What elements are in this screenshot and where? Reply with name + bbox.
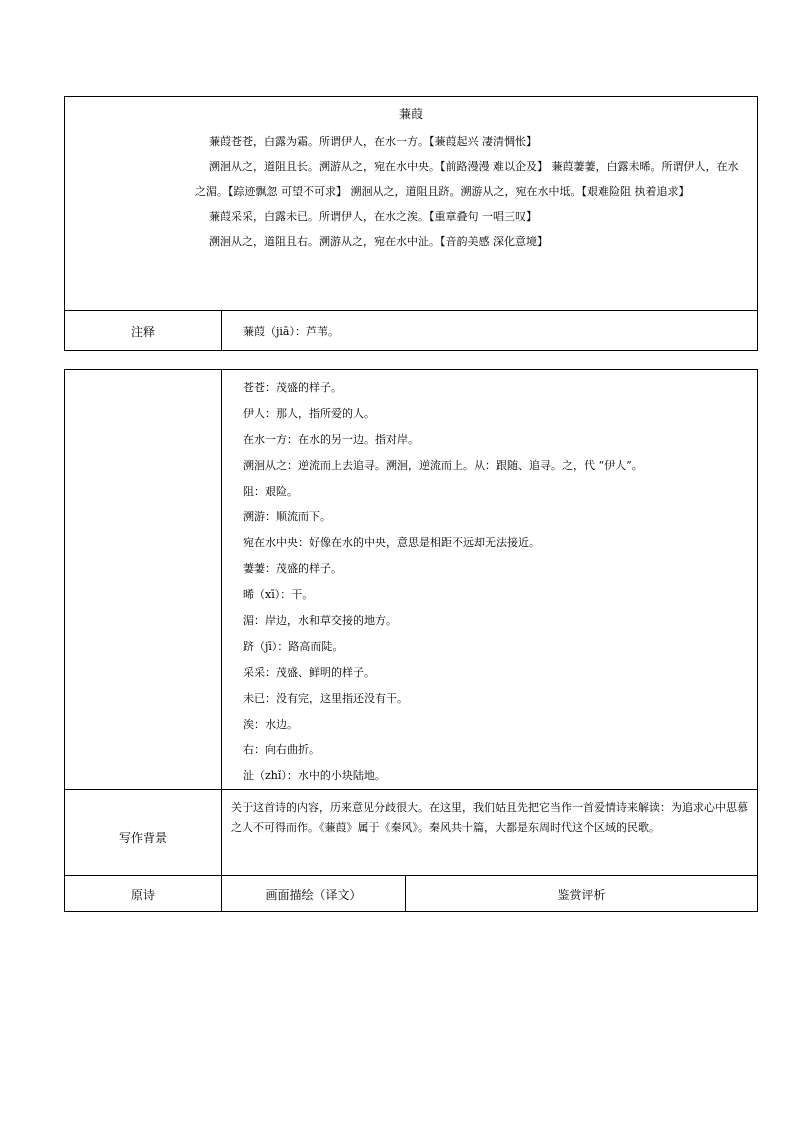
row-divider (65, 789, 757, 790)
annotation-item: 伊人：那人，指所爱的人。 (243, 406, 375, 420)
annotation-item: 未已：没有完，这里指还没有干。 (243, 691, 408, 705)
column-divider (221, 370, 222, 911)
annotation-item: 湄：岸边，水和草交接的地方。 (243, 614, 397, 628)
column-divider (221, 310, 222, 350)
background-text: 关于这首诗的内容，历来意见分歧很大。在这里，我们姑且先把它当作一首爱情诗来解读：为追求心中思慕之人不可得而作。《蒹葭》属于《秦风》。秦风共十篇，大都是东周时代这个区域的民歌。 (231, 801, 748, 834)
annotation-item: 沚（zhǐ）：水中的小块陆地。 (243, 769, 386, 783)
annotation-item: 跻（jī）：路高而陡。 (243, 639, 344, 653)
annotation-item: 晞（xī）：干。 (243, 588, 314, 602)
annotation-item: 溯洄从之：逆流而上去追寻。溯洄，逆流而上。从：跟随、追寻。之，代 “伊人”。 (243, 458, 643, 472)
poem-stanza: 溯洄从之，道阻且长。溯游从之，宛在水中央。【前路漫漫 难以企及】 蒹葭萋萋，白露未晞。所谓伊人，在水之湄。【踪迹飘忽 可望不可求】 溯洄从之，道阻且跻。溯游从之，宛在水中坻。【艰难险阻 执着追求】 (195, 160, 739, 198)
poem-stanza: 溯洄从之，道阻且右。溯游从之，宛在水中沚。【音韵美感 深化意境】 (209, 235, 548, 248)
annotation-item: 在水一方：在水的另一边。指对岸。 (243, 432, 419, 446)
annotation-item: 采采：茂盛、鲜明的样子。 (243, 665, 375, 679)
annotation-list (243, 380, 643, 794)
annotation-first-note: 蒹葭（jiā）：芦苇。 (243, 325, 339, 338)
poem-table (64, 96, 758, 351)
annotation-item: 萋萋：茂盛的样子。 (243, 562, 342, 576)
annotation-item: 右：向右曲折。 (243, 743, 320, 757)
column-header-description: 画面描绘（译文） (265, 888, 362, 902)
poem-title: 蒹葭 (398, 107, 423, 121)
row-divider (65, 875, 757, 876)
annotation-item: 苍苍：茂盛的样子。 (243, 381, 342, 394)
poem-body (195, 129, 743, 254)
annotation-item: 涘：水边。 (243, 717, 298, 731)
poem-stanza: 蒹葭采采，白露未已。所谓伊人，在水之涘。【重章叠句 一唱三叹】 (209, 210, 537, 223)
annotation-item: 宛在水中央：好像在水的中央，意思是相距不远却无法接近。 (243, 536, 540, 550)
column-header-appreciation: 鉴赏评析 (557, 888, 606, 902)
background-label: 写作背景 (118, 831, 167, 845)
row-divider (65, 310, 757, 311)
annotation-table (64, 369, 758, 912)
poem-stanza: 蒹葭苍苍，白露为霜。所谓伊人，在水一方。【蒹葭起兴 凄清惆怅】 (209, 135, 537, 148)
annotation-label: 注释 (130, 325, 155, 339)
column-header-original: 原诗 (130, 888, 155, 902)
annotation-item: 阻：艰险。 (243, 484, 298, 498)
annotation-item: 溯游：顺流而下。 (243, 510, 331, 524)
